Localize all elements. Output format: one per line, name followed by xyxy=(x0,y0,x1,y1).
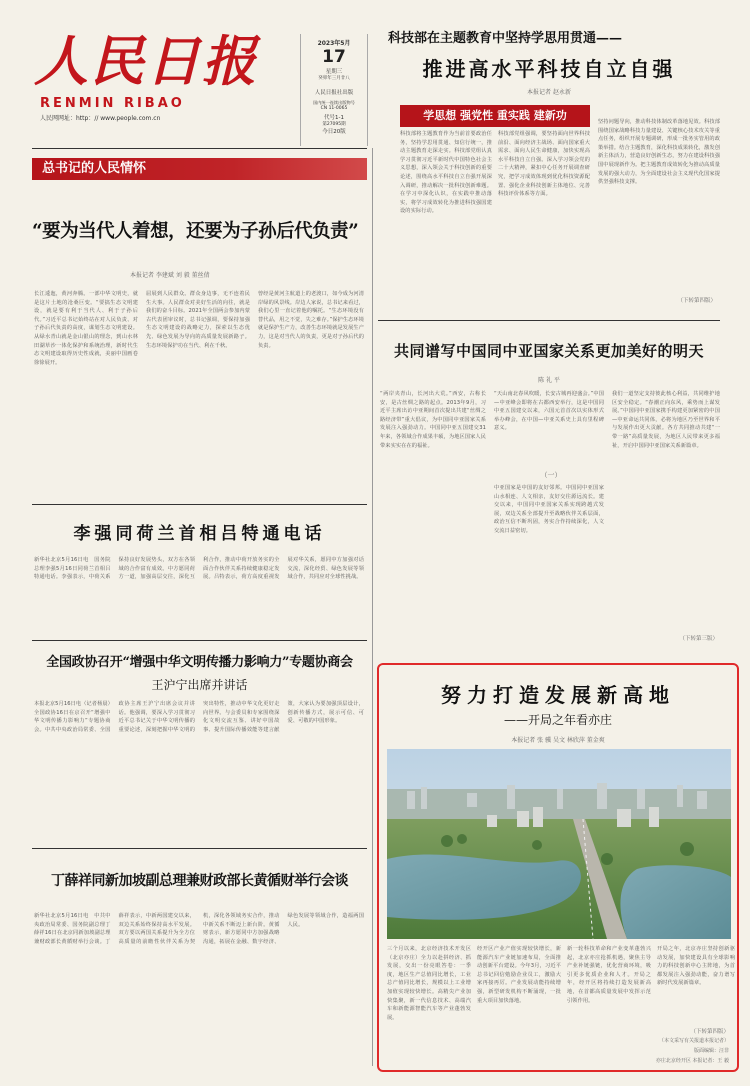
ding-headline: 丁薛祥同新加坡副总理兼财政部长黄循财举行会谈 xyxy=(51,873,348,889)
premier-headline: 李强同荷兰首相吕特通电话 xyxy=(73,524,326,544)
development-footer-note: （本文采写有关报道本报记者） xyxy=(658,1038,729,1044)
feature-body-col-2: 屈展到人民群众。群众身边事，无不连着民生大事。人民群众对美好生活的向往，就是我们的奋斗目标。2021年全国两会参加内蒙古代表团审议时，总书记强调，要保持加强生态文明建设的战略定力，探索以生态优先、绿色发展为导向的高质量发展新路子。生态环境保护功在当代、利在千秋。 xyxy=(146,291,250,349)
top-story-kicker: 科技部在主题教育中坚持学思用贯通—— xyxy=(388,31,623,46)
feature-body-col-1: 长江逶迤，黄河奔腾。一部中华文明史，就是这片土地的沧桑巨变。“要搞生态文明建设，就是要有利于当代人、利于子孙后代。”习近平总书记始终站在对人民负责、对子孙后代负责的高度，谋划生态文明建设。从绿水青山就是金山银山的理念，到山水林田湖草沙一体化保护和系统治理，新时代生态文明建设取得历史性成就，美丽中国画卷徐徐展开。 xyxy=(34,291,138,366)
development-highlight-box[interactable] xyxy=(377,663,739,1072)
cppcc-headline: 全国政协召开“增强中华文明传播力影响力”专题协商会 xyxy=(46,655,353,670)
masthead-logo xyxy=(34,30,300,92)
masthead-pages: 今日20版 xyxy=(322,129,346,135)
development-col-4: 开局之年，北京亦庄坚持创新驱动发展，加快建设具有全球影响力的科技创新中心主阵地，为首都发展注入强劲动能，奋力谱写新时代发展新篇章。 xyxy=(657,946,735,987)
central-asia-col-3: 我们一道坚定支持彼此核心利益，共同维护地区安全稳定。“春潮正向东风，乘势而上谋发展。”中国同中亚国家携手构建更加紧密的中国—中亚命运共同体，必将为地区乃至世界和平与发展作出更大贡献。各方共同推动共建“一带一路”高质量发展，为地区人民带来更多福祉，开启中国同中亚国家关系新篇章。 xyxy=(612,391,720,449)
development-editor: 版面编辑：汪非 xyxy=(693,1048,729,1054)
top-story-body-col-1: 科技部将主题教育作为当前首要政治任务，坚持学思用贯通、知信行统一，推动主题教育走深走实。科技部党组认真学习贯彻习近平新时代中国特色社会主义思想，深入领会关于科技创新的重要论述，围绕高水平科技自立自强开展深入调研，推动解决一批科技创新难题。在学习中深化认识，在实践中推动落实，将学习成效转化为推进科技强国建设的实际行动。 xyxy=(400,131,492,215)
date-day: 17 xyxy=(322,47,346,67)
central-asia-col-2: “天山南北春风吹暖，长安古城再迎盛会。”中国—中亚峰会即将在古都西安举行，这是中国同中亚五国建交以来，六国元首首次以实体形式举办峰会，在中国—中亚关系史上具有里程碑意义。 xyxy=(494,391,604,432)
masthead-publisher: 人民日报社出版 xyxy=(314,90,354,96)
top-story-continued: （下转第四版） xyxy=(677,298,716,304)
masthead-date-box xyxy=(300,34,368,146)
development-col-3: 新一轮科技革命和产业变革蓬勃兴起，北京亦庄抢抓机遇，聚焦主导产业补链强链，优化营商环境，吸引更多优质企业和人才。开局之年，经开区将持续打造发展新高地，在首都高质量发展中发挥示范引领作用。 xyxy=(567,946,651,1004)
masthead-code: 代号1-1 xyxy=(324,115,344,121)
cppcc-subhead: 王沪宁出席并讲话 xyxy=(151,678,248,692)
column-divider xyxy=(372,148,373,1066)
aerial-city-photo xyxy=(387,749,731,939)
masthead-cn: CN 11-0065 xyxy=(320,106,348,111)
development-col-2: 经开区产业产值实现较快增长，新能源汽车产业链加速布局，全面推动创新平台建设。今年3月，习近平总书记回信勉励企业员工，激励大家再接再厉。产业发展动能持续增强，新型研发机构不断涌现，一批重大项目加快落地。 xyxy=(477,946,561,1004)
premier-dateline: 新华社北京5月16日电 xyxy=(34,557,89,563)
masthead-logo-text: 人民日报 xyxy=(34,29,258,93)
central-asia-continued: （下转第三版） xyxy=(679,636,718,642)
development-continued: （下转第四版） xyxy=(690,1029,729,1035)
development-photo xyxy=(387,749,731,939)
date-weekday: 星期三 xyxy=(325,69,343,75)
feature-byline: 本报记者 李建斌 刘 毅 董丝倩 xyxy=(130,272,210,279)
development-byline: 本报记者 张 骥 吴文 林欣萍 董金爽 xyxy=(511,737,605,744)
masthead-romanized: RENMIN RIBAO xyxy=(40,96,185,111)
development-col-1: 三个月以来，北京经济技术开发区（北京亦庄）全力以赴拼经济、抓发展，交出一份亮眼答卷：一季度，地区生产总值同比增长，工业总产值同比增长，规模以上工业增加值实现较快增长。高精尖产业加快集聚，新一代信息技术、高端汽车和新能源智能汽车等产业蓬勃发展。 xyxy=(387,946,471,1021)
masthead-serial: 国内统一连续出版物号 xyxy=(313,100,355,105)
premier-body: 新华社北京5月16日电 国务院总理李强5月16日同荷兰首相吕特通电话。李强表示，中荷关系保持良好发展势头，双方在各领域的合作富有成效。中方愿同荷方一道，加强高层交往，深化互利合作，推动中荷开放务实的全面合作伙伴关系持续健康稳定发展。吕特表示，荷方高度重视发展对华关系，愿同中方加强对话交流，深化经贸、绿色发展等领域合作，共同应对全球性挑战。 xyxy=(34,557,364,581)
top-story-body-col-3: 坚持问题导向，推动科技体制改革落地见效。科技部围绕国家战略科技力量建设、关键核心技术攻关等重点任务，组织开展专题调研，形成一批务实管用的政策举措。结合主题教育，深化科技成果转化，激发创新主体活力，营造良好创新生态，努力在建设科技强国中展现新作为。把主题教育成效转化为推动高质量发展的强大动力，为全面建设社会主义现代化国家提供坚强科技支撑。 xyxy=(598,119,720,186)
top-story-headline: 推进高水平科技自立自强 xyxy=(422,57,676,81)
central-asia-col-2b: 中亚国家是中国的友好邻邦。中国同中亚国家山水相连、人文相亲，友好交往源远流长。建交以来，中国同中亚国家关系实现跨越式发展，双边关系全部提升至战略伙伴关系层面，政治互信不断巩固，务实合作持续深化，人文交流日益密切。 xyxy=(494,485,604,534)
divider-cppcc xyxy=(32,848,367,849)
cppcc-dateline: 本报北京5月16日电（记者杨晨） xyxy=(34,701,111,707)
divider-premier xyxy=(32,640,367,641)
cppcc-body: 本报北京5月16日电（记者杨晨） 全国政协16日在京召开“增强中华文明传播力影响力”专题协商会。中共中央政治局常委、全国政协主席王沪宁出席会议并讲话。他强调，要深入学习贯彻习近平总书记关于中华文明传播的重要论述，深刻把握中华文明的突出特性，推动中华文化更好走向世界。与会委员和专家围绕深化文明交流互鉴、讲好中国故事、提升国际传播效能等建言献策，大家认为要加强顶层设计，创新传播方式，展示可信、可爱、可敬的中国形象。 xyxy=(34,701,364,733)
divider-masthead xyxy=(32,148,367,149)
top-story-body-col-2: 科技部党组强调，要坚持面向世界科技前沿、面向经济主战场、面向国家重大需求、面向人民生命健康，加快实现高水平科技自立自强。深入学习领会党的二十大精神，紧扣中心任务开展调查研究，把学习成效体现到优化科技资源配置、强化企业科技创新主体地位、完善科技评价体系等方面。 xyxy=(498,131,590,198)
top-story-banner: 学思想 强党性 重实践 建新功 xyxy=(400,105,590,127)
date-month: 2023年5月 xyxy=(317,40,351,47)
central-asia-col-1: “两岸夹青山，长河出大荒。”西安，古称长安，是古丝绸之路的起点。2013年9月，习近平主席出访中亚期间首次提出共建“丝绸之路经济带”重大倡议，为中国同中亚国家关系发展注入强劲动力。中国同中亚五国建交31年来，各领域合作成果丰硕，为地区国家人民带来实实在在的福祉。 xyxy=(380,391,486,449)
divider-top-story xyxy=(378,320,720,321)
masthead-website: 人民网网址：http：// www.people.com.cn xyxy=(40,115,161,122)
top-story xyxy=(378,30,720,312)
central-asia-section-mark: （一） xyxy=(540,471,562,479)
masthead-issue: 第27095期 xyxy=(322,122,346,127)
date-lunar: 癸卯年三月廿八 xyxy=(318,76,350,81)
feature-headline: “要为当代人着想，还要为子孙后代负责” xyxy=(32,221,359,242)
development-headline: 努力打造发展新高地 xyxy=(441,683,675,707)
divider-feature xyxy=(32,504,367,505)
feature-body-col-3: 曾经是黄河主航道上的老渡口，如今成为河清岸绿的风景线。岸边人家说，总书记来看过，我们心里一直记着他的嘱托。“生态环境没有替代品，用之不觉，失之难存。”保护生态环境就是保护生产力，改善生态环境就是发展生产力，这是对当代人的负责，更是对子孙后代的负责。 xyxy=(258,291,364,349)
development-photo-credit: 亦庄北京经开区 本报记者：王 毅 xyxy=(655,1058,729,1064)
top-story-byline: 本报记者 赵永新 xyxy=(527,89,571,96)
development-subhead: ——开局之年看亦庄 xyxy=(503,713,612,727)
ding-body: 新华社北京5月16日电 中共中央政治局常委、国务院副总理丁薛祥16日在北京同新加坡副总理兼财政部长黄循财举行会谈。丁薛祥表示，中新两国建交以来，双边关系始终保持高水平发展。双方要以两国关系提升为全方位高质量的前瞻性伙伴关系为契机，深化各领域务实合作，推动中新关系不断迈上新台阶。黄循财表示，新方愿同中方加强战略沟通，拓展在金融、数字经济、绿色发展等领域合作，造福两国人民。 xyxy=(34,913,364,945)
feature-section-tag: 总书记的人民情怀 xyxy=(32,158,367,180)
central-asia-headline: 共同谱写中国同中亚国家关系更加美好的明天 xyxy=(393,342,704,360)
ding-dateline: 新华社北京5月16日电 xyxy=(34,913,89,919)
central-asia-byline: 陈 礼 平 xyxy=(538,377,560,384)
